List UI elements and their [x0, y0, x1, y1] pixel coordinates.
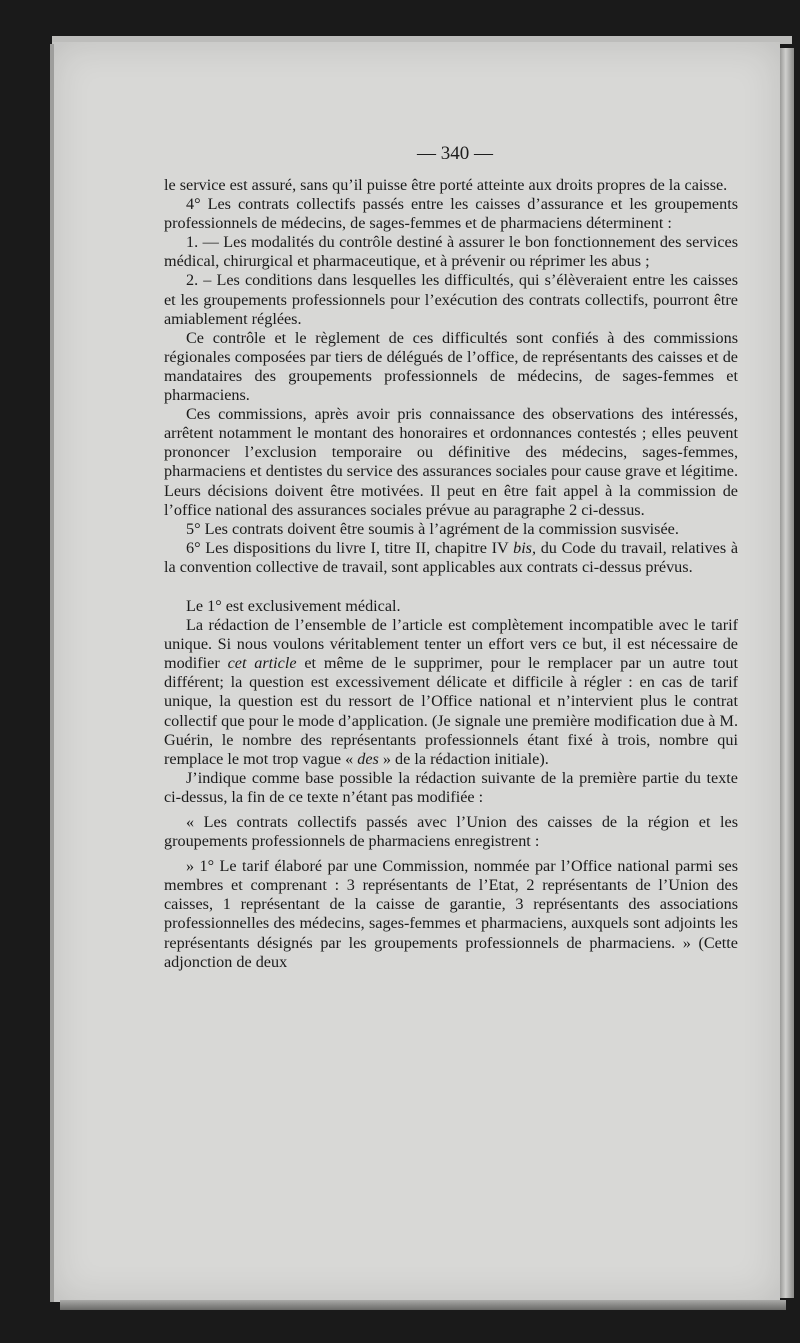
paragraph-part: et même de le supprimer, pour le remplacer par un autre tout différent; la question est excessivement délicate et difficile à régler : en cas de tarif unique, la question est du ressort de l’Office national et n’intervient plus le contrat collectif que pour le mode d’application. (Je signale une première modification due à M. Guérin, le nombre des représentants professionnels étant fixé à trois, nombre qui remplace le mot trop vague « — [164, 654, 739, 768]
paragraph-part: du Code du travail, relatives à la convention collective de travail, sont applicables aux contrats ci-dessus prévus. — [164, 538, 739, 576]
paragraph — [164, 539, 738, 577]
page-left-edge — [50, 44, 54, 1302]
paragraph: » 1° Le tarif élaboré par une Commission, nommée par l’Office national parmi ses membres et comprenant : 3 représentants de l’Etat, 2 représentants de l’Union des caisses, 1 représentant de la caisse de garantie, 3 représentants des associations professionnelles des médecins, sages-femmes et pharmaciens, auxquels sont adjoints les représentants désignés par les groupements professionnels de pharmaciens. » (Cette adjonction de deux — [164, 857, 738, 971]
paragraph: « Les contrats collectifs passés avec l’Union des caisses de la région et les groupements professionnels de pharmaciens enregistrent : — [164, 813, 738, 851]
page-right-edge — [780, 48, 794, 1298]
paragraph — [164, 616, 738, 769]
paragraph-part: La rédaction de l’ensemble de l’article est complètement incompatible avec le tarif unique. Si nous voulons véritablement tenter un effort vers ce but, il est nécessaire de modifier — [164, 616, 738, 673]
italic-text: des — [357, 749, 379, 768]
body-text — [164, 176, 738, 972]
paragraph: 1. — Les modalités du contrôle destiné à assurer le bon fonctionnement des services médical, chirurgical et pharmaceutique, et à prévenir ou réprimer les abus ; — [164, 233, 738, 271]
paragraph: 4° Les contrats collectifs passés entre les caisses d’assurance et les groupements professionnels de médecins, de sages-femmes et de pharmaciens déterminent : — [164, 195, 738, 233]
page-number: — 340 — — [417, 143, 493, 164]
paragraph: 5° Les contrats doivent être soumis à l’agrément de la commission susvisée. — [186, 519, 679, 538]
paragraph-part: 6° Les dispositions du livre I, titre II, chapitre IV — [186, 538, 509, 557]
paragraph: Ce contrôle et le règlement de ces difficultés sont confiés à des commissions régionales composées par tiers de délégués de l’office, de représentants des caisses et de mandataires des groupements professionnels de médecins, de sages-femmes et pharmaciens. — [164, 328, 738, 405]
paragraph: Le 1° est exclusivement médical. — [186, 596, 401, 615]
paragraph: J’indique comme base possible la rédaction suivante de la première partie du texte ci-dessus, la fin de ce texte n’étant pas modifiée : — [164, 768, 738, 806]
paragraph-part: » de la rédaction initiale). — [378, 749, 549, 768]
italic-text: cet article — [227, 654, 297, 673]
paragraph: 2. – Les conditions dans lesquelles les difficultés, qui s’élèveraient entre les caisses et les groupements professionnels pour l’exécution des contrats collectifs, pourront être amiablement réglées. — [164, 271, 738, 328]
spacer — [164, 577, 738, 597]
page-bottom-edge — [60, 1300, 786, 1310]
paragraph: Ces commissions, après avoir pris connaissance des observations des intéressés, arrêtent notamment le montant des honoraires et ordonnances contestés ; elles peuvent prononcer l’exclusion temporaire ou définitive des médecins, sages-femmes, pharmaciens et dentistes du service des assurances sociales pour cause grave et légitime. Leurs décisions doivent être motivées. Il peut en être fait appel à la commission de l’office national des assurances sociales prévue au paragraphe 2 ci-dessus. — [164, 405, 738, 519]
paragraph: le service est assuré, sans qu’il puisse être porté atteinte aux droits propres de la caisse. — [164, 176, 728, 194]
italic-text: bis, — [513, 538, 537, 557]
